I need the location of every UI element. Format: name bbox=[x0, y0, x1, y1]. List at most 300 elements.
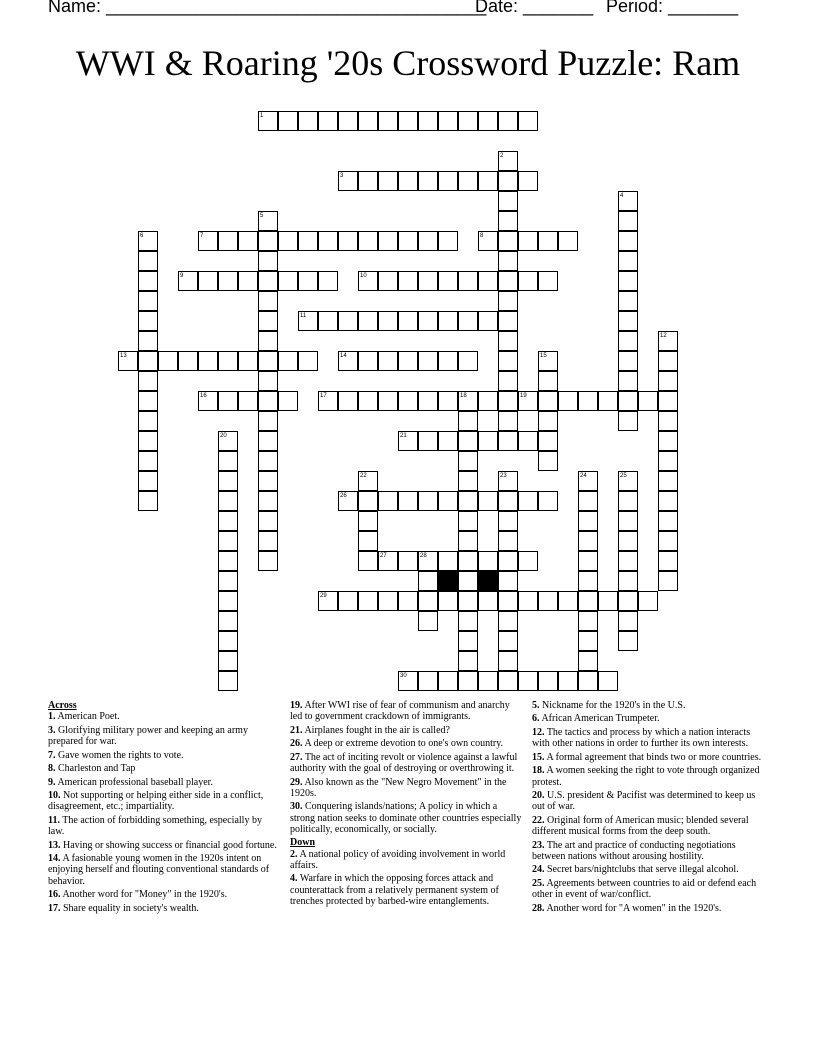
grid-cell[interactable] bbox=[618, 331, 638, 351]
grid-cell[interactable] bbox=[118, 351, 138, 371]
grid-cell[interactable] bbox=[418, 491, 438, 511]
grid-cell[interactable] bbox=[458, 651, 478, 671]
grid-cell[interactable] bbox=[418, 351, 438, 371]
grid-cell[interactable] bbox=[458, 571, 478, 591]
grid-cell[interactable] bbox=[378, 491, 398, 511]
grid-cell[interactable] bbox=[358, 391, 378, 411]
grid-cell[interactable] bbox=[458, 491, 478, 511]
grid-cell[interactable] bbox=[378, 351, 398, 371]
grid-cell[interactable] bbox=[398, 551, 418, 571]
grid-cell[interactable] bbox=[338, 391, 358, 411]
grid-cell[interactable] bbox=[218, 451, 238, 471]
grid-cell[interactable] bbox=[358, 231, 378, 251]
grid-cell[interactable] bbox=[438, 171, 458, 191]
grid-cell[interactable] bbox=[478, 111, 498, 131]
grid-cell[interactable] bbox=[358, 531, 378, 551]
grid-cell[interactable] bbox=[518, 111, 538, 131]
date-field-label[interactable]: Date: _______ bbox=[475, 0, 594, 16]
grid-cell[interactable] bbox=[538, 671, 558, 691]
grid-cell[interactable] bbox=[398, 491, 418, 511]
grid-cell[interactable] bbox=[378, 591, 398, 611]
grid-cell[interactable] bbox=[138, 371, 158, 391]
grid-cell[interactable] bbox=[618, 291, 638, 311]
grid-cell[interactable] bbox=[438, 231, 458, 251]
grid-cell[interactable] bbox=[218, 271, 238, 291]
grid-cell[interactable] bbox=[618, 611, 638, 631]
grid-cell[interactable] bbox=[238, 351, 258, 371]
grid-cell[interactable] bbox=[578, 391, 598, 411]
grid-cell[interactable] bbox=[358, 551, 378, 571]
grid-cell[interactable] bbox=[238, 391, 258, 411]
grid-cell[interactable] bbox=[378, 311, 398, 331]
grid-cell[interactable] bbox=[458, 531, 478, 551]
grid-cell[interactable] bbox=[218, 611, 238, 631]
grid-cell[interactable] bbox=[618, 551, 638, 571]
grid-cell[interactable] bbox=[138, 291, 158, 311]
grid-cell[interactable] bbox=[278, 111, 298, 131]
grid-cell[interactable] bbox=[278, 231, 298, 251]
grid-cell[interactable] bbox=[378, 551, 398, 571]
grid-cell[interactable] bbox=[218, 671, 238, 691]
grid-cell[interactable] bbox=[618, 351, 638, 371]
grid-cell[interactable] bbox=[658, 551, 678, 571]
grid-cell[interactable] bbox=[318, 311, 338, 331]
grid-cell[interactable] bbox=[218, 651, 238, 671]
grid-cell[interactable] bbox=[278, 391, 298, 411]
grid-cell[interactable] bbox=[278, 351, 298, 371]
grid-cell[interactable] bbox=[418, 311, 438, 331]
grid-cell[interactable] bbox=[578, 511, 598, 531]
grid-cell[interactable] bbox=[638, 391, 658, 411]
grid-cell[interactable] bbox=[398, 351, 418, 371]
grid-cell[interactable] bbox=[138, 491, 158, 511]
grid-cell[interactable] bbox=[578, 551, 598, 571]
grid-cell[interactable] bbox=[498, 371, 518, 391]
grid-cell[interactable] bbox=[258, 211, 278, 231]
grid-cell[interactable] bbox=[538, 411, 558, 431]
grid-cell[interactable] bbox=[138, 471, 158, 491]
grid-cell[interactable] bbox=[518, 231, 538, 251]
grid-cell[interactable] bbox=[658, 351, 678, 371]
grid-cell[interactable] bbox=[298, 271, 318, 291]
grid-cell[interactable] bbox=[338, 491, 358, 511]
grid-cell[interactable] bbox=[498, 231, 518, 251]
grid-cell[interactable] bbox=[398, 391, 418, 411]
grid-cell[interactable] bbox=[478, 431, 498, 451]
grid-cell[interactable] bbox=[358, 591, 378, 611]
grid-cell[interactable] bbox=[218, 391, 238, 411]
grid-cell[interactable] bbox=[478, 231, 498, 251]
grid-cell[interactable] bbox=[518, 391, 538, 411]
grid-cell[interactable] bbox=[578, 631, 598, 651]
grid-cell[interactable] bbox=[458, 471, 478, 491]
grid-cell[interactable] bbox=[518, 271, 538, 291]
grid-cell[interactable] bbox=[658, 331, 678, 351]
grid-cell[interactable] bbox=[258, 351, 278, 371]
grid-cell[interactable] bbox=[538, 491, 558, 511]
grid-cell[interactable] bbox=[518, 491, 538, 511]
grid-cell[interactable] bbox=[518, 591, 538, 611]
grid-cell[interactable] bbox=[498, 191, 518, 211]
grid-cell[interactable] bbox=[398, 591, 418, 611]
grid-cell[interactable] bbox=[258, 271, 278, 291]
grid-cell[interactable] bbox=[658, 511, 678, 531]
grid-cell[interactable] bbox=[398, 111, 418, 131]
cell-number: 19 bbox=[520, 393, 527, 399]
grid-cell[interactable] bbox=[378, 111, 398, 131]
grid-cell[interactable] bbox=[538, 231, 558, 251]
grid-cell[interactable] bbox=[458, 431, 478, 451]
grid-cell[interactable] bbox=[138, 351, 158, 371]
grid-cell[interactable] bbox=[618, 251, 638, 271]
grid-cell[interactable] bbox=[258, 451, 278, 471]
clue-number: 16. bbox=[48, 889, 61, 901]
grid-cell[interactable] bbox=[498, 411, 518, 431]
grid-cell[interactable] bbox=[458, 271, 478, 291]
grid-cell[interactable] bbox=[218, 511, 238, 531]
grid-cell[interactable] bbox=[358, 351, 378, 371]
grid-cell[interactable] bbox=[618, 491, 638, 511]
grid-cell[interactable] bbox=[218, 571, 238, 591]
grid-cell[interactable] bbox=[138, 431, 158, 451]
grid-cell[interactable] bbox=[498, 591, 518, 611]
grid-cell[interactable] bbox=[498, 631, 518, 651]
grid-cell[interactable] bbox=[398, 231, 418, 251]
grid-cell[interactable] bbox=[218, 591, 238, 611]
grid-cell[interactable] bbox=[578, 571, 598, 591]
grid-cell[interactable] bbox=[618, 591, 638, 611]
grid-cell[interactable] bbox=[438, 491, 458, 511]
grid-cell[interactable] bbox=[518, 551, 538, 571]
grid-cell[interactable] bbox=[458, 451, 478, 471]
grid-cell[interactable] bbox=[138, 331, 158, 351]
grid-cell[interactable] bbox=[498, 351, 518, 371]
grid-cell[interactable] bbox=[538, 371, 558, 391]
grid-cell[interactable] bbox=[498, 271, 518, 291]
grid-cell[interactable] bbox=[618, 571, 638, 591]
grid-cell[interactable] bbox=[458, 671, 478, 691]
grid-cell[interactable] bbox=[498, 531, 518, 551]
grid-cell[interactable] bbox=[358, 491, 378, 511]
grid-cell[interactable] bbox=[298, 111, 318, 131]
grid-cell[interactable] bbox=[578, 611, 598, 631]
grid-cell[interactable] bbox=[418, 571, 438, 591]
grid-cell[interactable] bbox=[498, 431, 518, 451]
grid-cell[interactable] bbox=[258, 511, 278, 531]
grid-cell[interactable] bbox=[458, 171, 478, 191]
grid-cell[interactable] bbox=[618, 511, 638, 531]
cell-number: 7 bbox=[200, 233, 204, 239]
grid-cell[interactable] bbox=[338, 591, 358, 611]
grid-cell[interactable] bbox=[498, 311, 518, 331]
grid-cell[interactable] bbox=[618, 531, 638, 551]
grid-cell[interactable] bbox=[458, 631, 478, 651]
grid-cell[interactable] bbox=[258, 291, 278, 311]
grid-cell[interactable] bbox=[558, 591, 578, 611]
grid-cell[interactable] bbox=[138, 391, 158, 411]
grid-cell[interactable] bbox=[218, 531, 238, 551]
grid-cell[interactable] bbox=[338, 171, 358, 191]
grid-cell[interactable] bbox=[498, 551, 518, 571]
grid-cell[interactable] bbox=[318, 271, 338, 291]
grid-cell[interactable] bbox=[418, 231, 438, 251]
grid-cell[interactable] bbox=[498, 251, 518, 271]
grid-cell[interactable] bbox=[418, 611, 438, 631]
grid-cell[interactable] bbox=[518, 171, 538, 191]
grid-cell[interactable] bbox=[618, 231, 638, 251]
grid-cell[interactable] bbox=[258, 471, 278, 491]
grid-cell[interactable] bbox=[498, 511, 518, 531]
grid-cell[interactable] bbox=[658, 371, 678, 391]
grid-cell[interactable] bbox=[338, 351, 358, 371]
grid-cell[interactable] bbox=[158, 351, 178, 371]
grid-cell[interactable] bbox=[398, 311, 418, 331]
grid-cell[interactable] bbox=[618, 191, 638, 211]
grid-cell[interactable] bbox=[458, 591, 478, 611]
grid-cell[interactable] bbox=[438, 351, 458, 371]
grid-cell[interactable] bbox=[238, 271, 258, 291]
grid-cell[interactable] bbox=[478, 271, 498, 291]
grid-cell[interactable] bbox=[358, 471, 378, 491]
grid-cell[interactable] bbox=[558, 231, 578, 251]
grid-cell[interactable] bbox=[518, 431, 538, 451]
name-field-label[interactable]: Name: ______________________________________ bbox=[48, 0, 487, 16]
grid-cell[interactable] bbox=[138, 251, 158, 271]
grid-cell[interactable] bbox=[598, 671, 618, 691]
grid-cell[interactable] bbox=[658, 491, 678, 511]
grid-cell[interactable] bbox=[538, 271, 558, 291]
grid-cell[interactable] bbox=[498, 391, 518, 411]
down-heading: Down bbox=[290, 837, 316, 849]
grid-cell[interactable] bbox=[298, 231, 318, 251]
grid-cell[interactable] bbox=[458, 411, 478, 431]
grid-cell[interactable] bbox=[138, 271, 158, 291]
grid-cell[interactable] bbox=[538, 451, 558, 471]
grid-cell[interactable] bbox=[258, 331, 278, 351]
grid-cell[interactable] bbox=[498, 571, 518, 591]
grid-cell[interactable] bbox=[338, 111, 358, 131]
grid-cell[interactable] bbox=[658, 471, 678, 491]
grid-cell[interactable] bbox=[438, 551, 458, 571]
grid-cell[interactable] bbox=[558, 671, 578, 691]
grid-cell[interactable] bbox=[498, 651, 518, 671]
grid-cell[interactable] bbox=[438, 111, 458, 131]
grid-cell[interactable] bbox=[538, 391, 558, 411]
grid-cell[interactable] bbox=[418, 431, 438, 451]
clue-number: 27. bbox=[290, 751, 303, 763]
grid-cell[interactable] bbox=[498, 491, 518, 511]
grid-cell[interactable] bbox=[658, 531, 678, 551]
grid-cell[interactable] bbox=[478, 311, 498, 331]
grid-cell[interactable] bbox=[618, 411, 638, 431]
grid-cell[interactable] bbox=[358, 511, 378, 531]
grid-cell[interactable] bbox=[498, 151, 518, 171]
grid-cell[interactable] bbox=[318, 231, 338, 251]
grid-cell[interactable] bbox=[498, 211, 518, 231]
grid-cell[interactable] bbox=[258, 231, 278, 251]
grid-cell[interactable] bbox=[258, 411, 278, 431]
clue-text: Original form of American music; blended several different musical forms from the deep south. bbox=[532, 814, 749, 838]
grid-cell[interactable] bbox=[438, 391, 458, 411]
grid-cell[interactable] bbox=[658, 391, 678, 411]
period-field-label[interactable]: Period: _______ bbox=[606, 0, 739, 16]
grid-cell[interactable] bbox=[258, 551, 278, 571]
grid-cell[interactable] bbox=[458, 351, 478, 371]
across-clue bbox=[48, 840, 280, 851]
grid-cell[interactable] bbox=[418, 551, 438, 571]
grid-cell[interactable] bbox=[198, 271, 218, 291]
down-clue bbox=[532, 727, 764, 750]
cell-number: 20 bbox=[220, 433, 227, 439]
grid-cell[interactable] bbox=[418, 111, 438, 131]
grid-cell[interactable] bbox=[318, 391, 338, 411]
grid-cell[interactable] bbox=[638, 591, 658, 611]
grid-cell[interactable] bbox=[538, 591, 558, 611]
grid-cell[interactable] bbox=[458, 611, 478, 631]
cell-number: 13 bbox=[120, 353, 127, 359]
grid-cell[interactable] bbox=[418, 591, 438, 611]
grid-cell[interactable] bbox=[358, 271, 378, 291]
across-clue bbox=[290, 752, 522, 775]
grid-cell[interactable] bbox=[498, 471, 518, 491]
across-clue bbox=[290, 801, 522, 835]
grid-cell[interactable] bbox=[458, 311, 478, 331]
grid-cell[interactable] bbox=[618, 311, 638, 331]
grid-cell[interactable] bbox=[258, 371, 278, 391]
clue-text: Gave women the rights to vote. bbox=[55, 749, 184, 761]
grid-cell[interactable] bbox=[358, 171, 378, 191]
grid-cell[interactable] bbox=[498, 331, 518, 351]
grid-cell[interactable] bbox=[498, 291, 518, 311]
grid-cell[interactable] bbox=[138, 411, 158, 431]
grid-cell[interactable] bbox=[398, 171, 418, 191]
grid-cell[interactable] bbox=[178, 271, 198, 291]
grid-cell[interactable] bbox=[658, 431, 678, 451]
grid-cell[interactable] bbox=[198, 351, 218, 371]
grid-cell[interactable] bbox=[318, 111, 338, 131]
grid-cell[interactable] bbox=[458, 551, 478, 571]
grid-cell[interactable] bbox=[618, 211, 638, 231]
grid-cell[interactable] bbox=[458, 111, 478, 131]
grid-cell[interactable] bbox=[258, 531, 278, 551]
grid-cell[interactable] bbox=[418, 671, 438, 691]
grid-cell[interactable] bbox=[618, 391, 638, 411]
grid-cell[interactable] bbox=[398, 671, 418, 691]
grid-cell[interactable] bbox=[478, 551, 498, 571]
grid-cell[interactable] bbox=[398, 431, 418, 451]
grid-cell[interactable] bbox=[458, 391, 478, 411]
grid-cell[interactable] bbox=[438, 311, 458, 331]
grid-cell[interactable] bbox=[478, 491, 498, 511]
grid-cell[interactable] bbox=[658, 411, 678, 431]
grid-cell[interactable] bbox=[418, 391, 438, 411]
grid-cell[interactable] bbox=[438, 431, 458, 451]
grid-cell[interactable] bbox=[218, 351, 238, 371]
grid-cell[interactable] bbox=[478, 391, 498, 411]
grid-cell[interactable] bbox=[258, 431, 278, 451]
grid-cell[interactable] bbox=[558, 391, 578, 411]
grid-cell[interactable] bbox=[498, 171, 518, 191]
grid-cell[interactable] bbox=[218, 431, 238, 451]
grid-cell[interactable] bbox=[438, 271, 458, 291]
grid-cell[interactable] bbox=[378, 231, 398, 251]
grid-cell[interactable] bbox=[498, 111, 518, 131]
grid-cell[interactable] bbox=[518, 671, 538, 691]
grid-cell[interactable] bbox=[578, 651, 598, 671]
grid-cell[interactable] bbox=[378, 271, 398, 291]
grid-cell[interactable] bbox=[578, 491, 598, 511]
grid-cell[interactable] bbox=[438, 671, 458, 691]
grid-cell[interactable] bbox=[438, 591, 458, 611]
grid-cell[interactable] bbox=[218, 551, 238, 571]
grid-cell[interactable] bbox=[338, 231, 358, 251]
grid-cell[interactable] bbox=[478, 591, 498, 611]
grid-cell[interactable] bbox=[478, 171, 498, 191]
clue-text: After WWI rise of fear of communism and anarchy led to government crackdown of immigrants. bbox=[290, 700, 510, 723]
grid-cell[interactable] bbox=[238, 231, 258, 251]
grid-cell[interactable] bbox=[578, 531, 598, 551]
grid-cell[interactable] bbox=[218, 491, 238, 511]
grid-cell[interactable] bbox=[318, 591, 338, 611]
grid-cell[interactable] bbox=[658, 571, 678, 591]
grid-cell[interactable] bbox=[138, 311, 158, 331]
grid-cell[interactable] bbox=[218, 631, 238, 651]
grid-cell[interactable] bbox=[258, 251, 278, 271]
grid-cell[interactable] bbox=[398, 271, 418, 291]
grid-cell[interactable] bbox=[618, 471, 638, 491]
grid-cell[interactable] bbox=[418, 171, 438, 191]
grid-cell[interactable] bbox=[378, 171, 398, 191]
grid-cell[interactable] bbox=[178, 351, 198, 371]
grid-cell[interactable] bbox=[338, 311, 358, 331]
grid-cell[interactable] bbox=[478, 671, 498, 691]
grid-cell[interactable] bbox=[578, 471, 598, 491]
grid-cell[interactable] bbox=[138, 451, 158, 471]
cell-number: 21 bbox=[400, 433, 407, 439]
grid-cell[interactable] bbox=[278, 271, 298, 291]
grid-cell[interactable] bbox=[218, 471, 238, 491]
grid-cell[interactable] bbox=[358, 311, 378, 331]
grid-cell[interactable] bbox=[538, 351, 558, 371]
grid-cell[interactable] bbox=[498, 611, 518, 631]
grid-cell[interactable] bbox=[258, 491, 278, 511]
grid-cell[interactable] bbox=[378, 391, 398, 411]
grid-cell[interactable] bbox=[578, 671, 598, 691]
grid-cell[interactable] bbox=[618, 631, 638, 651]
grid-cell[interactable] bbox=[198, 391, 218, 411]
grid-cell[interactable] bbox=[218, 231, 238, 251]
grid-cell[interactable] bbox=[538, 431, 558, 451]
grid-cell[interactable] bbox=[198, 231, 218, 251]
grid-cell[interactable] bbox=[418, 271, 438, 291]
grid-cell[interactable] bbox=[298, 351, 318, 371]
grid-cell[interactable] bbox=[258, 391, 278, 411]
grid-cell[interactable] bbox=[298, 311, 318, 331]
grid-cell[interactable] bbox=[138, 231, 158, 251]
grid-cell[interactable] bbox=[618, 371, 638, 391]
clue-number: 5. bbox=[532, 700, 540, 711]
grid-cell[interactable] bbox=[578, 591, 598, 611]
grid-cell[interactable] bbox=[258, 111, 278, 131]
grid-cell[interactable] bbox=[358, 111, 378, 131]
grid-cell[interactable] bbox=[458, 511, 478, 531]
grid-cell[interactable] bbox=[658, 451, 678, 471]
grid-cell[interactable] bbox=[258, 311, 278, 331]
grid-cell[interactable] bbox=[498, 671, 518, 691]
grid-cell[interactable] bbox=[598, 391, 618, 411]
grid-cell[interactable] bbox=[598, 591, 618, 611]
grid-cell[interactable] bbox=[618, 271, 638, 291]
